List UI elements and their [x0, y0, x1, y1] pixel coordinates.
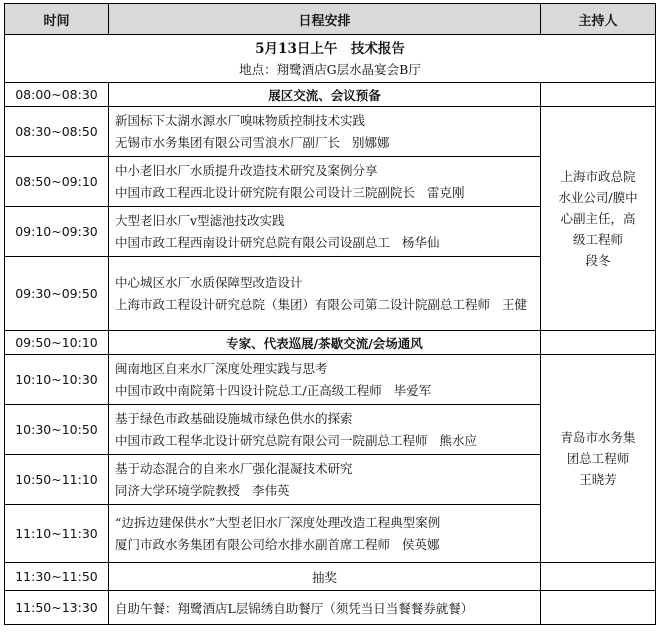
talk-speaker: [115, 480, 534, 502]
session-location: 地点：翔鹭酒店G层水晶宴会B厅: [239, 61, 421, 77]
host-cell-empty: [541, 331, 656, 355]
row-time: 10:10~10:30: [5, 355, 109, 405]
talk-cell: [109, 107, 541, 157]
talk-topic: 闽南地区自来水厂深度处理实践与思考: [115, 360, 328, 376]
speaker-org: 同济大学环境学院教授: [115, 482, 241, 498]
speaker-org: 中国市政中南院第十四设计院总工/正高级工程师: [115, 382, 382, 398]
speaker-name: 别娜娜: [352, 134, 390, 150]
header-row: [5, 4, 656, 35]
table-row: [5, 355, 656, 405]
speaker-org: 中国市政工程西南设计研究总院有限公司设副总工: [115, 234, 391, 250]
talk-speaker: [115, 380, 534, 402]
talk-speaker: [115, 232, 534, 254]
talk-speaker: [115, 294, 534, 316]
row-time: 08:50~09:10: [5, 157, 109, 207]
talk-cell: [109, 355, 541, 405]
host-line: 水业公司/膜中: [558, 190, 638, 205]
row-event: 自助午餐：翔鹭酒店L层锦绣自助餐厅（须凭当日当餐餐券就餐）: [109, 591, 541, 625]
talk-speaker: [115, 132, 534, 154]
row-time: 11:50~13:30: [5, 591, 109, 625]
host-name: 王晓芳: [579, 472, 617, 487]
talk-topic: 中小老旧水厂水质提升改造技术研究及案例分享: [115, 162, 378, 178]
row-time: 08:00~08:30: [5, 83, 109, 107]
speaker-name: 王健: [502, 296, 528, 312]
speaker-org: 厦门市政水务集团有限公司给水排水副首席工程师: [115, 536, 391, 552]
row-time: 10:30~10:50: [5, 405, 109, 455]
speaker-name: 熊水应: [439, 432, 478, 448]
schedule-table: [4, 3, 656, 625]
row-event: 展区交流、会议预备: [109, 83, 541, 107]
talk-speaker: [115, 430, 534, 452]
talk-topic: 中心城区水厂水质保障型改造设计: [115, 274, 303, 290]
talk-cell: [109, 455, 541, 505]
row-time: 10:50~11:10: [5, 455, 109, 505]
header-host: 主持人: [541, 4, 656, 35]
speaker-org: 上海市政工程设计研究总院（集团）有限公司第二设计院副总工程师: [115, 296, 491, 312]
host-name: 段冬: [585, 253, 611, 268]
row-time: 09:50~10:10: [5, 331, 109, 355]
host-cell-empty: [541, 83, 656, 107]
host-line: 上海市政总院: [560, 169, 636, 184]
speaker-name: 侯英娜: [402, 536, 440, 552]
table-row: [5, 83, 656, 107]
talk-topic: 基于绿色市政基础设施城市绿色供水的探索: [115, 410, 353, 426]
row-event: 抽奖: [109, 563, 541, 591]
host-line: 心副主任，高: [560, 211, 636, 226]
speaker-org: 无锡市水务集团有限公司雪浪水厂副厂长: [115, 134, 341, 150]
host-cell-first: [541, 107, 656, 331]
talk-topic: 新国标下太湖水源水厂嗅味物质控制技术实践: [115, 112, 366, 128]
host-cell-empty: [541, 591, 656, 625]
table-row: [5, 331, 656, 355]
host-line: 团总工程师: [566, 451, 630, 466]
talk-cell: [109, 157, 541, 207]
table-row: [5, 591, 656, 625]
host-line: 青岛市水务集: [560, 430, 636, 445]
speaker-name: 杨华仙: [402, 234, 440, 250]
row-time: 09:30~09:50: [5, 257, 109, 331]
row-time: 11:10~11:30: [5, 505, 109, 563]
session-title: 5月13日上午 技术报告: [255, 40, 405, 57]
talk-topic: 大型老旧水厂v型滤池技改实践: [115, 212, 285, 228]
talk-speaker: [115, 182, 534, 204]
talk-cell: [109, 207, 541, 257]
session-cell: [5, 35, 656, 83]
talk-cell: [109, 405, 541, 455]
talk-cell: [109, 257, 541, 331]
row-time: 11:30~11:50: [5, 563, 109, 591]
host-cell-second: [541, 355, 656, 563]
table-row: [5, 107, 656, 157]
talk-speaker: [115, 534, 534, 556]
host-line: 级工程师: [572, 232, 623, 247]
host-cell-empty: [541, 563, 656, 591]
session-row: [5, 35, 656, 83]
speaker-org: 中国市政工程西北设计研究院有限公司设计三院副院长: [115, 184, 416, 200]
speaker-name: 李伟英: [252, 482, 290, 498]
speaker-org: 中国市政工程华北设计研究总院有限公司一院副总工程师: [115, 432, 428, 448]
talk-topic: 基于动态混合的自来水厂强化混凝技术研究: [115, 460, 353, 476]
talk-cell: [109, 505, 541, 563]
header-time: 时间: [5, 4, 109, 35]
row-event: 专家、代表巡展/茶歇交流/会场通风: [109, 331, 541, 355]
table-row: [5, 563, 656, 591]
speaker-name: 毕爱军: [393, 382, 432, 398]
row-time: 08:30~08:50: [5, 107, 109, 157]
row-time: 09:10~09:30: [5, 207, 109, 257]
header-schedule: 日程安排: [109, 4, 541, 35]
talk-topic: “边拆边建保供水”大型老旧水厂深度处理改造工程典型案例: [115, 514, 441, 530]
speaker-name: 雷克刚: [427, 184, 465, 200]
